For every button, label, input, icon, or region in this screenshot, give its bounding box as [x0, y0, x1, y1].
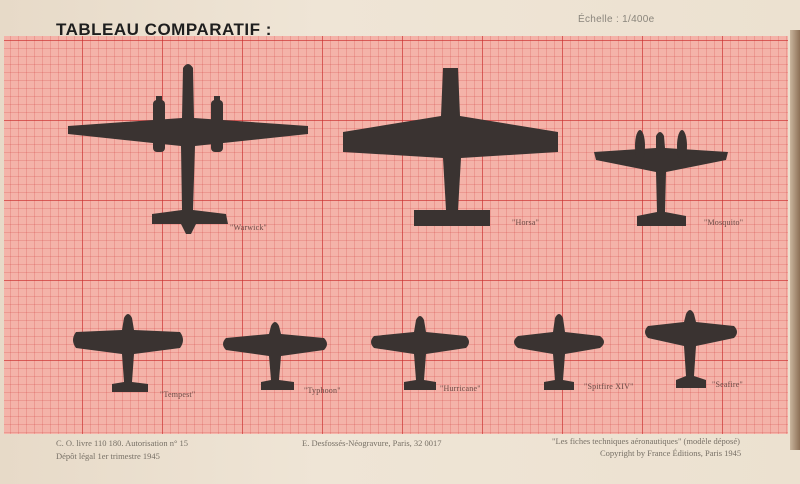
typhoon-label: "Typhoon"	[304, 386, 341, 395]
seafire-label: "Seafire"	[712, 380, 743, 389]
hurricane-silhouette	[371, 316, 469, 390]
page-title: TABLEAU COMPARATIF :	[56, 20, 272, 39]
scale-label: Échelle : 1/400e	[578, 14, 655, 25]
warwick-silhouette	[68, 64, 308, 234]
footer-left-line1: C. O. livre 110 180. Autorisation n° 15	[56, 438, 188, 448]
tempest-silhouette	[73, 314, 183, 392]
typhoon-silhouette	[223, 322, 327, 390]
mosquito-label: "Mosquito"	[704, 218, 744, 227]
warwick-label: "Warwick"	[230, 223, 268, 232]
footer-right-line1: "Les fiches techniques aéronautiques" (modèle déposé)	[552, 436, 740, 446]
spitfire-label: "Spitfire XIV"	[584, 382, 634, 391]
footer-left-line2: Dépôt légal 1er trimestre 1945	[56, 451, 160, 461]
footer-center: E. Desfossés-Néogravure, Paris, 32 0017	[302, 438, 442, 448]
mosquito-silhouette	[594, 130, 728, 226]
horsa-silhouette	[343, 68, 558, 226]
footer-right-line2: Copyright by France Éditions, Paris 1945	[600, 448, 742, 458]
hurricane-label: "Hurricane"	[440, 384, 481, 393]
spitfire-silhouette	[514, 314, 604, 390]
tempest-label: "Tempest"	[160, 390, 196, 399]
seafire-silhouette	[645, 310, 737, 388]
horsa-label: "Horsa"	[512, 218, 540, 227]
